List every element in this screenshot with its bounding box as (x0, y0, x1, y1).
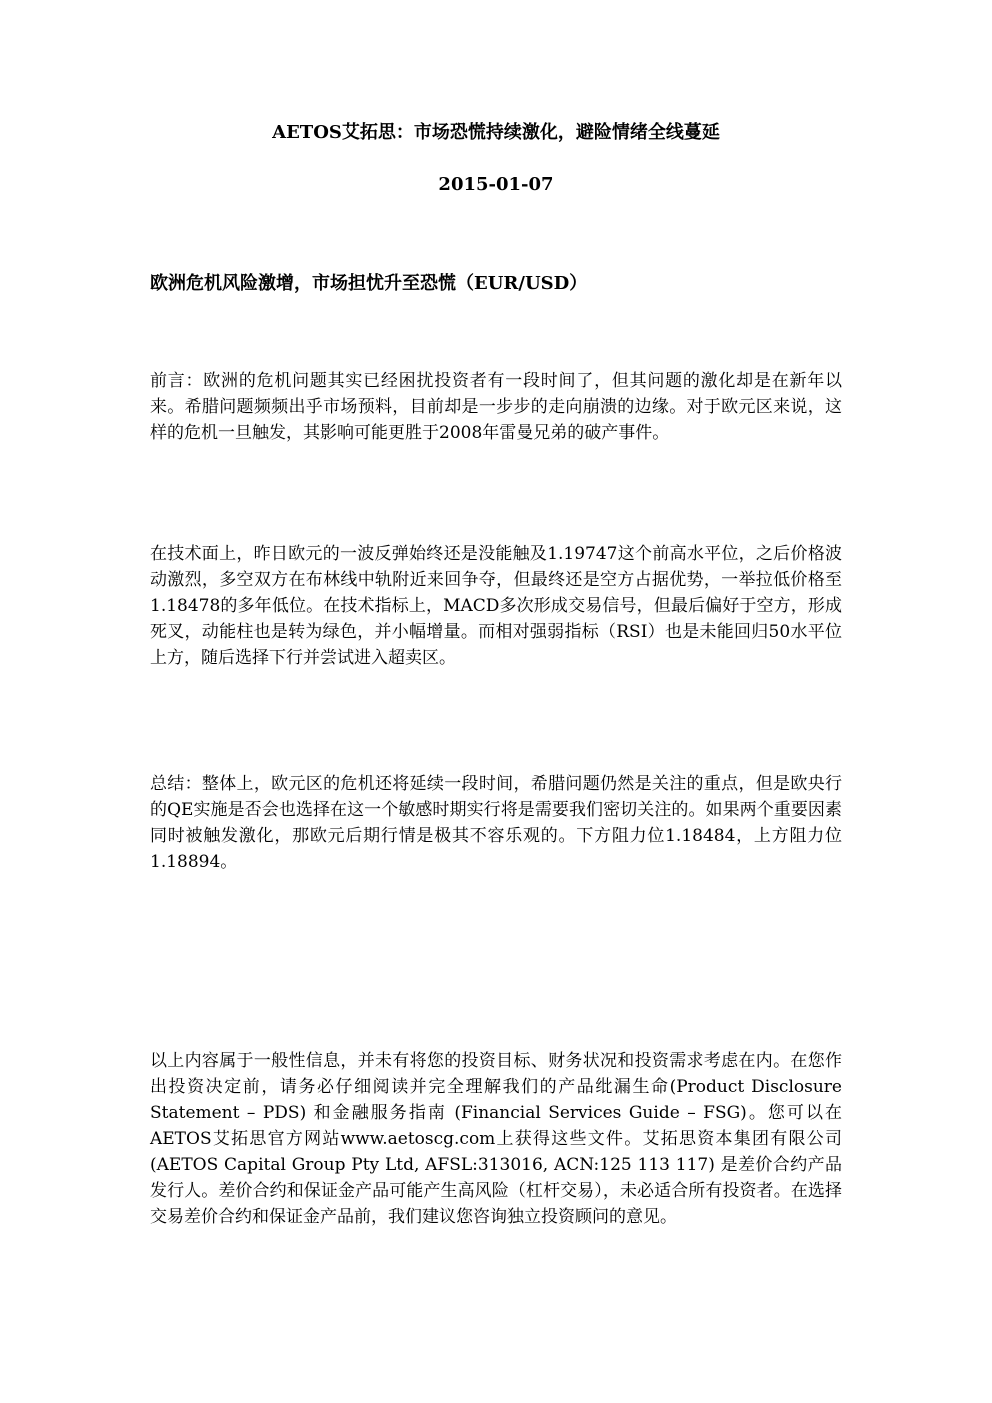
summary-paragraph: 总结：整体上，欧元区的危机还将延续一段时间，希腊问题仍然是关注的重点，但是欧央行的QE实施是否会也选择在这一个敏感时期实行将是需要我们密切关注的。如果两个重要因素同时被触发激化，那欧元后期行情是极其不容乐观的。下方阻力位1.18484，上方阻力位1.18894。 (150, 774, 842, 872)
intro-paragraph: 前言：欧洲的危机问题其实已经困扰投资者有一段时间了，但其问题的激化却是在新年以来。希腊问题频频出乎市场预料，目前却是一步步的走向崩溃的边缘。对于欧元区来说，这样的危机一旦触发，其影响可能更胜于2008年雷曼兄弟的破产事件。 (150, 371, 842, 443)
document-date: 2015-01-07 (438, 174, 554, 195)
technical-analysis-paragraph: 在技术面上，昨日欧元的一波反弹始终还是没能触及1.19747这个前高水平位，之后价格波动激烈，多空双方在布林线中轨附近来回争夺，但最终还是空方占据优势，一举拉低价格至1.18478的多年低位。在技术指标上，MACD多次形成交易信号，但最后偏好于空方，形成死叉，动能柱也是转为绿色，并小幅增量。而相对强弱指标（RSI）也是未能回归50水平位上方，随后选择下行并尝试进入超卖区。 (150, 544, 842, 668)
document-title: AETOS艾拓思：市场恐慌持续激化，避险情绪全线蔓延 (272, 122, 720, 143)
disclaimer-paragraph: 以上内容属于一般性信息，并未有将您的投资目标、财务状况和投资需求考虑在内。在您作出投资决定前，请务必仔细阅读并完全理解我们的产品纰漏生命(Product Disclosure Statement – PDS) 和金融服务指南 (Financial Services Guide – FSG)。您可以在AETOS艾拓思官方网站www.aetoscg.com上获得这些文件。艾拓思资本集团有限公司(AETOS Capital Group Pty Ltd, AFSL:313016, ACN:125 113 117) 是差价合约产品发行人。差价合约和保证金产品可能产生高风险（杠杆交易），未必适合所有投资者。在选择交易差价合约和保证金产品前，我们建议您咨询独立投资顾问的意见。 (150, 1051, 842, 1227)
section-heading: 欧洲危机风险激增，市场担忧升至恐慌（EUR/USD） (150, 273, 588, 294)
